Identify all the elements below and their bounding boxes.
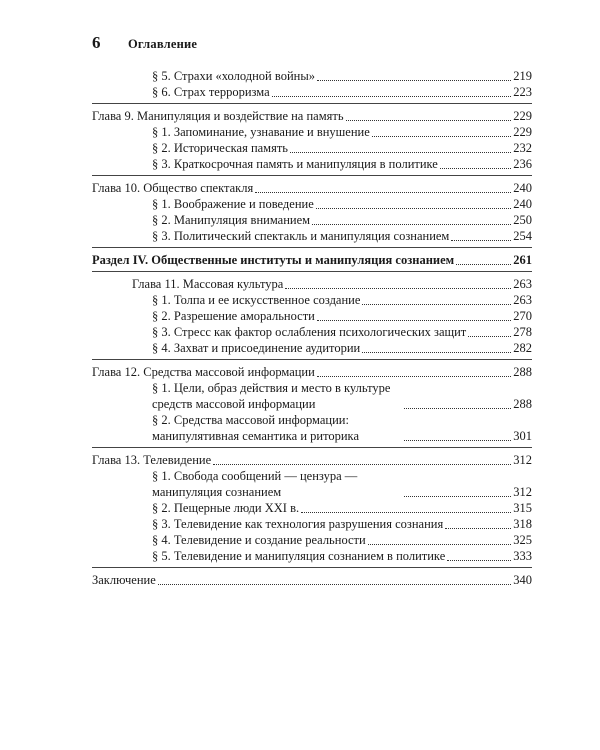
toc-entry-title: § 4. Захват и присоединение аудитории (152, 341, 361, 355)
toc-entry-title: Глава 10. Общество спектакля (92, 181, 254, 195)
toc-entry[interactable] (92, 156, 532, 172)
toc-entry[interactable] (92, 124, 532, 140)
toc-entry-title: § 1. Воображение и поведение (152, 197, 314, 211)
leader-dots (440, 168, 511, 169)
leader-dots (255, 192, 511, 193)
toc-entry-title: § 3. Телевидение как технология разрушения сознания (152, 517, 444, 531)
toc-entry-page: 325 (513, 533, 532, 547)
toc-entry-title: Глава 12. Средства массовой информации (92, 365, 315, 379)
toc-entry-title: § 2. Пещерные люди XXI в. (152, 501, 300, 515)
toc-entry-page: 333 (513, 549, 532, 563)
leader-dots (213, 464, 511, 465)
toc-entry[interactable] (92, 324, 532, 340)
toc-entry-title: § 2. Разрешение аморальности (152, 309, 315, 323)
toc-entry-title: § 1. Запоминание, узнавание и внушение (152, 125, 370, 139)
header-title: Оглавление (128, 37, 198, 51)
leader-dots (312, 224, 511, 225)
toc-entry[interactable] (92, 340, 532, 356)
toc-entry-page: 229 (513, 109, 532, 123)
leader-dots (317, 320, 511, 321)
page-number: 6 (92, 33, 101, 52)
toc-entry-title: § 6. Страх терроризма (152, 85, 270, 99)
toc-entry-page: 229 (513, 125, 532, 139)
toc-entry-title: § 3. Стресс как фактор ослабления психологических защит (152, 325, 467, 339)
toc-group-chapter-12 (92, 359, 532, 447)
leader-dots (346, 120, 512, 121)
leader-dots (368, 544, 512, 545)
toc-entry-title: § 4. Телевидение и создание реальности (152, 533, 366, 547)
toc-entry[interactable] (92, 212, 532, 228)
toc-entry-page: 340 (513, 573, 532, 587)
toc-entry-title: § 3. Политический спектакль и манипуляция сознанием (152, 229, 450, 243)
leader-dots (372, 136, 511, 137)
toc-group-chapter-9 (92, 103, 532, 175)
leader-dots (272, 96, 512, 97)
leader-dots (362, 352, 511, 353)
toc-entry-page: 278 (513, 325, 532, 339)
leader-dots (290, 152, 511, 153)
toc-entry-page: 301 (513, 429, 532, 443)
toc-entry-title: § 1. Свобода сообщений — цензура — манипуляция сознанием (152, 469, 358, 499)
leader-dots (317, 80, 511, 81)
toc-group-continuation (92, 64, 532, 103)
toc-entry-page: 282 (513, 341, 532, 355)
toc-entry-page: 219 (513, 69, 532, 83)
toc-entry[interactable] (92, 196, 532, 212)
leader-dots (285, 288, 511, 289)
toc-chapter[interactable] (92, 364, 532, 380)
toc-entry-title: Заключение (92, 573, 156, 587)
toc-entry[interactable] (92, 228, 532, 244)
toc-entry[interactable] (92, 308, 532, 324)
toc-entry-page: 254 (513, 229, 532, 243)
toc-entry-title: § 2. Историческая память (152, 141, 288, 155)
leader-dots (317, 376, 511, 377)
toc-entry-page: 236 (513, 157, 532, 171)
toc-entry-page: 312 (513, 485, 532, 499)
toc-conclusion[interactable] (92, 572, 532, 588)
toc-entry-title: Глава 11. Массовая культура (132, 277, 284, 291)
toc-entry-page: 240 (513, 197, 532, 211)
leader-dots (362, 304, 511, 305)
toc-entry[interactable] (92, 380, 532, 412)
toc-entry-title: § 5. Телевидение и манипуляция сознанием в политике (152, 549, 446, 563)
table-of-contents (92, 64, 532, 591)
toc-entry-page: 288 (513, 365, 532, 379)
leader-dots (404, 408, 511, 409)
toc-entry-page: 270 (513, 309, 532, 323)
toc-group-chapter-10 (92, 175, 532, 247)
toc-entry-title: § 2. Средства массовой информации: манипулятивная семантика и риторика (152, 413, 359, 443)
leader-dots (404, 496, 511, 497)
toc-entry[interactable] (92, 532, 532, 548)
toc-entry-page: 232 (513, 141, 532, 155)
toc-entry-title: § 3. Краткосрочная память и манипуляция в политике (152, 157, 438, 171)
toc-group-conclusion (92, 567, 532, 591)
toc-entry-page: 315 (513, 501, 532, 515)
toc-entry[interactable] (92, 500, 532, 516)
toc-entry[interactable] (92, 412, 532, 444)
toc-entry-page: 223 (513, 85, 532, 99)
toc-section[interactable] (92, 252, 532, 268)
toc-entry-title: Глава 9. Манипуляция и воздействие на память (92, 109, 344, 123)
leader-dots (451, 240, 511, 241)
toc-entry-page: 263 (513, 277, 532, 291)
leader-dots (404, 440, 511, 441)
toc-entry[interactable] (92, 516, 532, 532)
toc-entry-page: 250 (513, 213, 532, 227)
toc-entry-page: 318 (513, 517, 532, 531)
toc-entry[interactable] (92, 140, 532, 156)
toc-entry-title: § 1. Толпа и ее искусственное создание (152, 293, 361, 307)
toc-entry[interactable] (92, 468, 532, 500)
leader-dots (158, 584, 512, 585)
toc-entry-title: § 1. Цели, образ действия и место в культуре средств массовой информации (152, 381, 391, 411)
toc-entry-page: 312 (513, 453, 532, 467)
toc-entry[interactable] (92, 292, 532, 308)
toc-chapter[interactable] (92, 276, 532, 292)
toc-chapter[interactable] (92, 180, 532, 196)
toc-entry-page: 261 (513, 253, 532, 267)
toc-entry-title: Раздел IV. Общественные институты и манипуляция сознанием (92, 253, 455, 267)
toc-entry[interactable] (92, 68, 532, 84)
toc-entry-page: 263 (513, 293, 532, 307)
toc-entry-page: 288 (513, 397, 532, 411)
toc-group-chapter-13 (92, 447, 532, 567)
page-header (92, 33, 197, 53)
leader-dots (447, 560, 511, 561)
leader-dots (445, 528, 511, 529)
toc-entry-title: § 2. Манипуляция вниманием (152, 213, 311, 227)
leader-dots (468, 336, 511, 337)
toc-entry[interactable] (92, 548, 532, 564)
leader-dots (301, 512, 511, 513)
toc-group-section-4 (92, 247, 532, 271)
toc-group-chapter-11 (92, 271, 532, 359)
toc-entry[interactable] (92, 84, 532, 100)
toc-entry-page: 240 (513, 181, 532, 195)
toc-entry-title: § 5. Страхи «холодной войны» (152, 69, 315, 83)
toc-chapter[interactable] (92, 108, 532, 124)
leader-dots (456, 264, 511, 265)
toc-chapter[interactable] (92, 452, 532, 468)
toc-entry-title: Глава 13. Телевидение (92, 453, 212, 467)
leader-dots (316, 208, 512, 209)
